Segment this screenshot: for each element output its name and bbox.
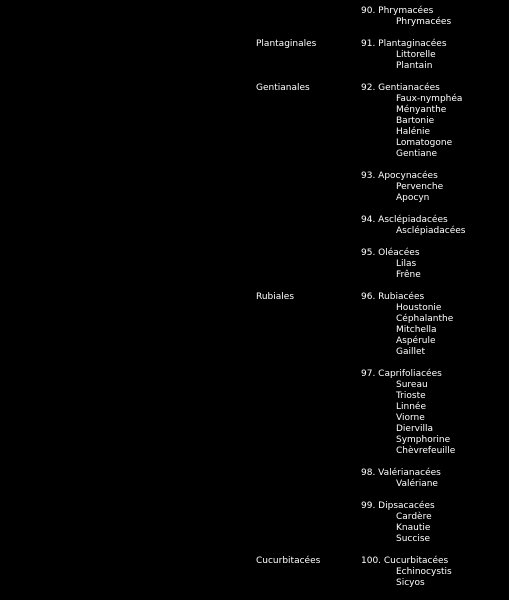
genus-name: Sicyos: [396, 578, 425, 588]
family-group: [0, 83, 509, 160]
genus-name: Diervilla: [396, 424, 434, 434]
genus-name: Cardère: [396, 512, 432, 522]
family-name: 92. Gentianacées: [361, 83, 440, 93]
family-group: [0, 248, 509, 281]
genus-name: Asclépiadacées: [396, 226, 466, 236]
genus-name: Gentiane: [396, 149, 438, 159]
genus-name: Echinocystis: [396, 567, 452, 577]
genus-name: Apocyn: [396, 193, 430, 203]
family-name: 95. Oléacées: [361, 248, 420, 258]
genus-name: Mitchella: [396, 325, 437, 335]
order-name: Cucurbitacées: [256, 556, 321, 566]
genus-name: Viorne: [396, 413, 425, 423]
genus-name: Sureau: [396, 380, 428, 390]
genus-name: Littorelle: [396, 50, 436, 60]
family-group: [0, 369, 509, 457]
genus-name: Lomatogone: [396, 138, 453, 148]
genus-name: Trioste: [396, 391, 426, 401]
genus-name: Bartonie: [396, 116, 435, 126]
family-group: [0, 39, 509, 72]
family-group: [0, 292, 509, 358]
genus-name: Lilas: [396, 259, 417, 269]
family-name: 94. Asclépiadacées: [361, 215, 448, 225]
genus-name: Symphorine: [396, 435, 451, 445]
genus-name: Halénie: [396, 127, 431, 137]
family-name: 93. Apocynacées: [361, 171, 438, 181]
genus-name: Valériane: [396, 479, 438, 489]
genus-name: Céphalanthe: [396, 314, 454, 324]
family-name: 96. Rubiacées: [361, 292, 425, 302]
family-group: [0, 6, 509, 28]
family-name: 90. Phrymacées: [361, 6, 434, 16]
genus-name: Faux-nymphéa: [396, 94, 463, 104]
family-group: [0, 501, 509, 545]
genus-name: Linnée: [396, 402, 426, 412]
genus-name: Frêne: [396, 270, 421, 280]
genus-name: Chèvrefeuille: [396, 446, 456, 456]
genus-name: Gaillet: [396, 347, 426, 357]
genus-name: Succise: [396, 534, 431, 544]
genus-name: Plantain: [396, 61, 433, 71]
order-name: Gentianales: [256, 83, 310, 93]
genus-name: Pervenche: [396, 182, 444, 192]
genus-name: Knautie: [396, 523, 431, 533]
family-name: 99. Dipsacacées: [361, 501, 435, 511]
family-group: [0, 468, 509, 490]
genus-name: Ményanthe: [396, 105, 447, 115]
family-group: [0, 556, 509, 589]
family-name: 98. Valérianacées: [361, 468, 441, 478]
family-name: 100. Cucurbitacées: [361, 556, 449, 566]
order-name: Rubiales: [256, 292, 295, 302]
genus-name: Phrymacées: [396, 17, 452, 27]
taxonomy-list: [0, 6, 509, 600]
family-name: 97. Caprifoliacées: [361, 369, 442, 379]
family-group: [0, 215, 509, 237]
order-name: Plantaginales: [256, 39, 317, 49]
family-name: 91. Plantaginacées: [361, 39, 447, 49]
genus-name: Houstonie: [396, 303, 442, 313]
family-group: [0, 171, 509, 204]
genus-name: Aspérule: [396, 336, 436, 346]
